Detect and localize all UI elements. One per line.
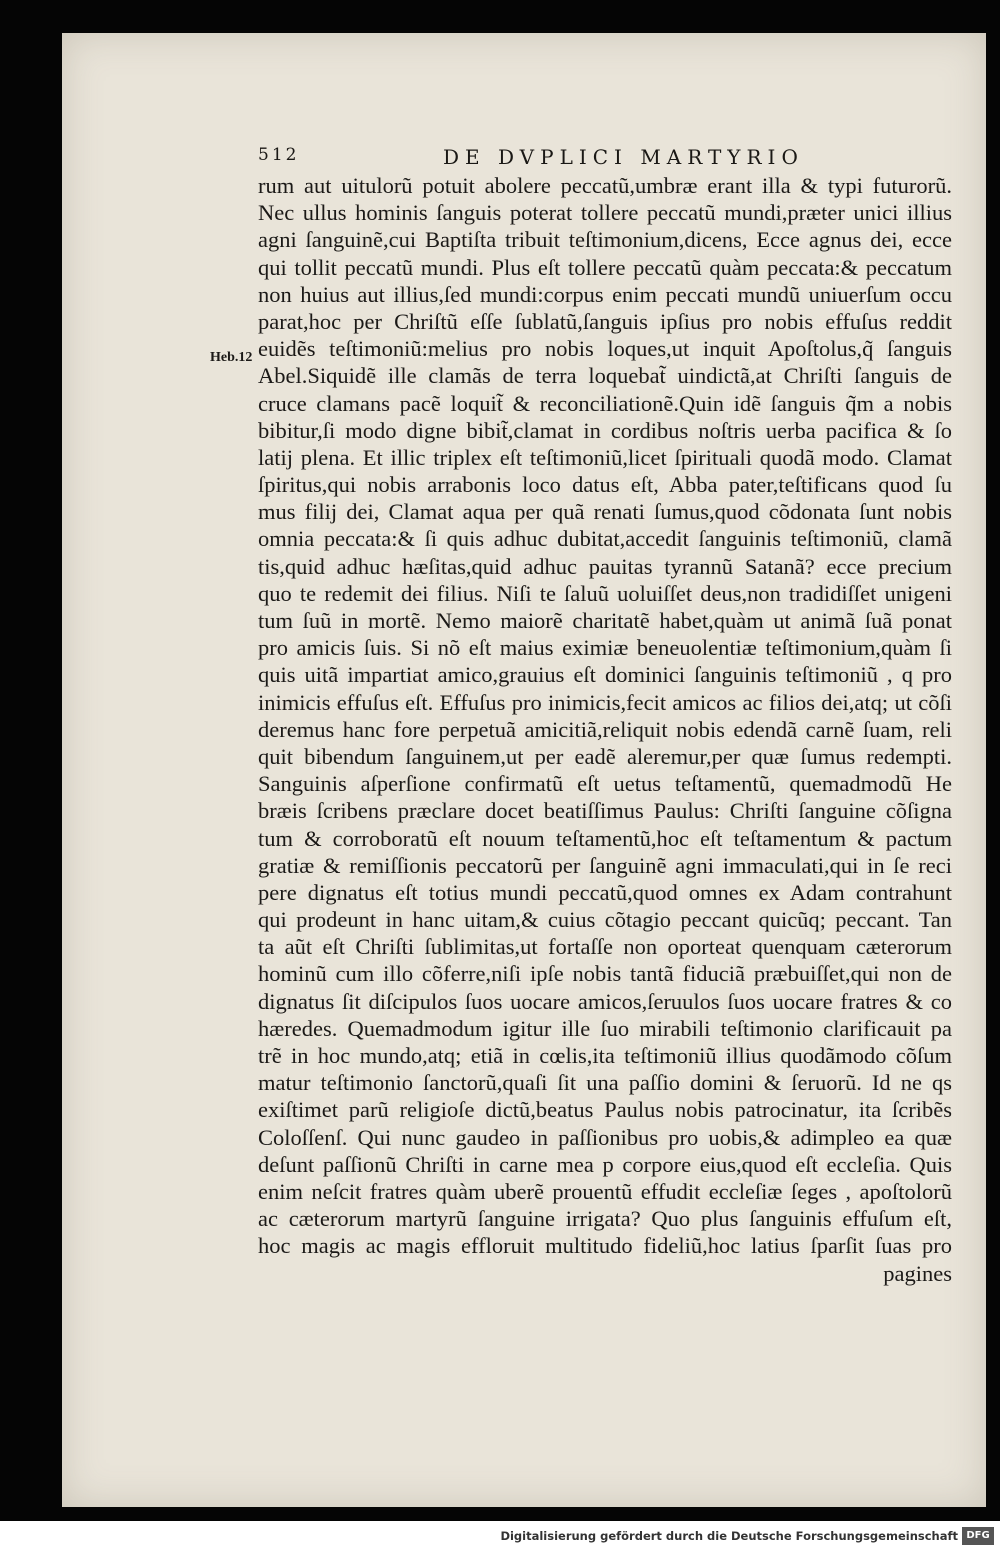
text-line: dignatus ſit diſcipulos ſuos uocare amicos,ſeruulos ſuos uocare fratres & co: [258, 988, 952, 1014]
text-line: omnia peccata:& ſi quis adhuc dubitat,accedit ſanguinis teſtimoniũ, clamã: [258, 526, 952, 552]
text-line: exiſtimet parũ religioſe dictũ,beatus Paulus nobis patrocinatur, ita ſcribẽs: [258, 1097, 952, 1123]
text-line: tum ſuũ in mortẽ. Nemo maiorẽ charitatẽ habet,quàm ut animã ſuã ponat: [258, 608, 952, 633]
text-line: Nec ullus hominis ſanguis poterat tollere peccatũ mundi,præter unici illius: [258, 200, 952, 226]
credit-text: Digitalisierung gefördert durch die Deutsche Forschungsgemeinschaft: [500, 1529, 958, 1543]
text-line: hoc magis ac magis effloruit multitudo fideliũ,hoc latius ſparſit ſuas pro: [258, 1233, 952, 1259]
text-line: matur teſtimonio ſanctorũ,quaſi ſit una paſſio domini & ſeruorũ. Id ne qs: [258, 1070, 952, 1096]
text-line: mus filij dei, Clamat aqua per quã renati ſumus,quod cõdonata ſunt nobis: [258, 499, 952, 525]
body-text: [258, 172, 952, 1287]
text-line: parat,hoc per Chriſtũ eſſe ſublatũ,ſanguis ipſius pro nobis effuſus reddit: [258, 308, 952, 334]
text-line: tis,quid adhuc hæſitas,quid adhuc pauitas tyrannũ Satanã? ecce precium: [258, 553, 952, 579]
text-line: bræis ſcribens præclare docet beatiſſimus Paulus: Chriſti ſanguine cõſigna: [258, 798, 952, 824]
text-line: hominũ cum illo cõferre,niſi ipſe nobis tantã fiduciã præbuiſſet,qui non de: [258, 961, 952, 987]
text-line: rum aut uitulorũ potuit abolere peccatũ,umbræ erant illa & typi futurorũ.: [258, 173, 952, 198]
text-line: trẽ in hoc mundo,atq; etiã in cœlis,ita teſtimoniũ illius quodãmodo cõſum: [258, 1043, 952, 1068]
marginal-note: Heb.12: [210, 350, 253, 365]
catchword: pagines: [883, 1260, 952, 1286]
text-line: deremus hanc fore perpetuã amicitiã,reliquit nobis edendã carnẽ ſuam, reli: [258, 716, 952, 742]
text-line: inimicis effuſus eſt. Effuſus pro inimicis,fecit amicos ac filios dei,atq; ut cõſi: [258, 689, 952, 715]
text-line: deſunt paſſionũ Chriſti in carne mea p corpore eius,quod eſt eccleſia. Quis: [258, 1151, 952, 1177]
text-line: hæredes. Quemadmodum igitur ille ſuo mirabili teſtimonio clarificauit pa: [258, 1015, 952, 1041]
page-number: 512: [258, 145, 300, 165]
text-line: tum & corroboratũ eſt nouum teſtamentũ,hoc eſt teſtamentum & pactum: [258, 825, 952, 851]
text-line: Abel.Siquidẽ ille clamãs de terra loquebat̃ uindictã,at Chriſti ſanguis de: [258, 363, 952, 389]
text-line: ac cæterorum martyrũ ſanguine irrigata? Quo plus ſanguinis effuſum eſt,: [258, 1206, 952, 1232]
text-line: quis uitã impartiat amico,grauius eſt dominici ſanguinis teſtimoniũ , q pro: [258, 662, 952, 688]
credit-bar: [0, 1521, 1000, 1551]
text-line: bibitur,ſi modo digne bibit̃,clamat in cordibus noſtris uerba pacifica & ſo: [258, 417, 952, 443]
text-line: cruce clamans pacẽ loquit̃ & reconciliationẽ.Quin idẽ ſanguis q̃m a nobis: [258, 390, 952, 416]
dfg-logo-icon: DFG: [962, 1527, 994, 1545]
text-line: qui tollit peccatũ mundi. Plus eſt tollere peccatũ quàm peccata:& peccatum: [258, 254, 952, 280]
text-line: ſpiritus,qui nobis arrabonis loco datus eſt, Abba pater,teſtificans quod ſu: [258, 472, 952, 498]
text-line: quo te redemit dei filius. Niſi te ſaluũ uoluiſſet deus,non tradidiſſet unigeni: [258, 580, 952, 606]
text-line: quit bibendum ſanguinem,ut per eadẽ aleremur,per quæ ſumus redempti.: [258, 743, 952, 769]
text-line: Sanguinis aſperſione confirmatũ eſt uetus teſtamentũ, quemadmodũ He: [258, 771, 952, 797]
text-line: non huius aut illius,ſed mundi:corpus enim peccati mundũ uniuerſum occu: [258, 281, 952, 307]
text-line: agni ſanguinẽ,cui Baptiſta tribuit teſtimonium,dicens, Ecce agnus dei, ecce: [258, 227, 952, 253]
text-line: gratiæ & remiſſionis peccatorũ per ſanguinẽ agni immaculati,qui in ſe reci: [258, 852, 952, 878]
text-line: ta aũt eſt Chriſti ſublimitas,ut fortaſſe non oporteat quenquam cæterorum: [258, 934, 952, 960]
text-line: Coloſſenſ. Qui nunc gaudeo in paſſionibus pro uobis,& adimpleo ea quæ: [258, 1124, 952, 1150]
text-line: pere dignatus eſt totius mundi peccatũ,quod omnes ex Adam contrahunt: [258, 879, 952, 905]
page-title: DE DVPLICI MARTYRIO: [443, 145, 804, 169]
text-line: latij plena. Et illic triplex eſt teſtimoniũ,licet ſpirituali quodã modo. Clamat: [258, 444, 952, 470]
text-line: euidẽs teſtimoniũ:melius pro nobis loques,ut inquit Apoſtolus,q̃ ſanguis: [258, 336, 952, 362]
text-line: pro amicis ſuis. Si nõ eſt maius eximiæ beneuolentiæ teſtimonium,quàm ſi: [258, 635, 952, 661]
text-line: enim neſcit fratres quàm uberẽ prouentũ effudit eccleſiæ ſeges , apoſtolorũ: [258, 1178, 952, 1204]
text-line: qui prodeunt in hanc uitam,& cuius cõtagio peccant quicũq; peccant. Tan: [258, 907, 952, 933]
